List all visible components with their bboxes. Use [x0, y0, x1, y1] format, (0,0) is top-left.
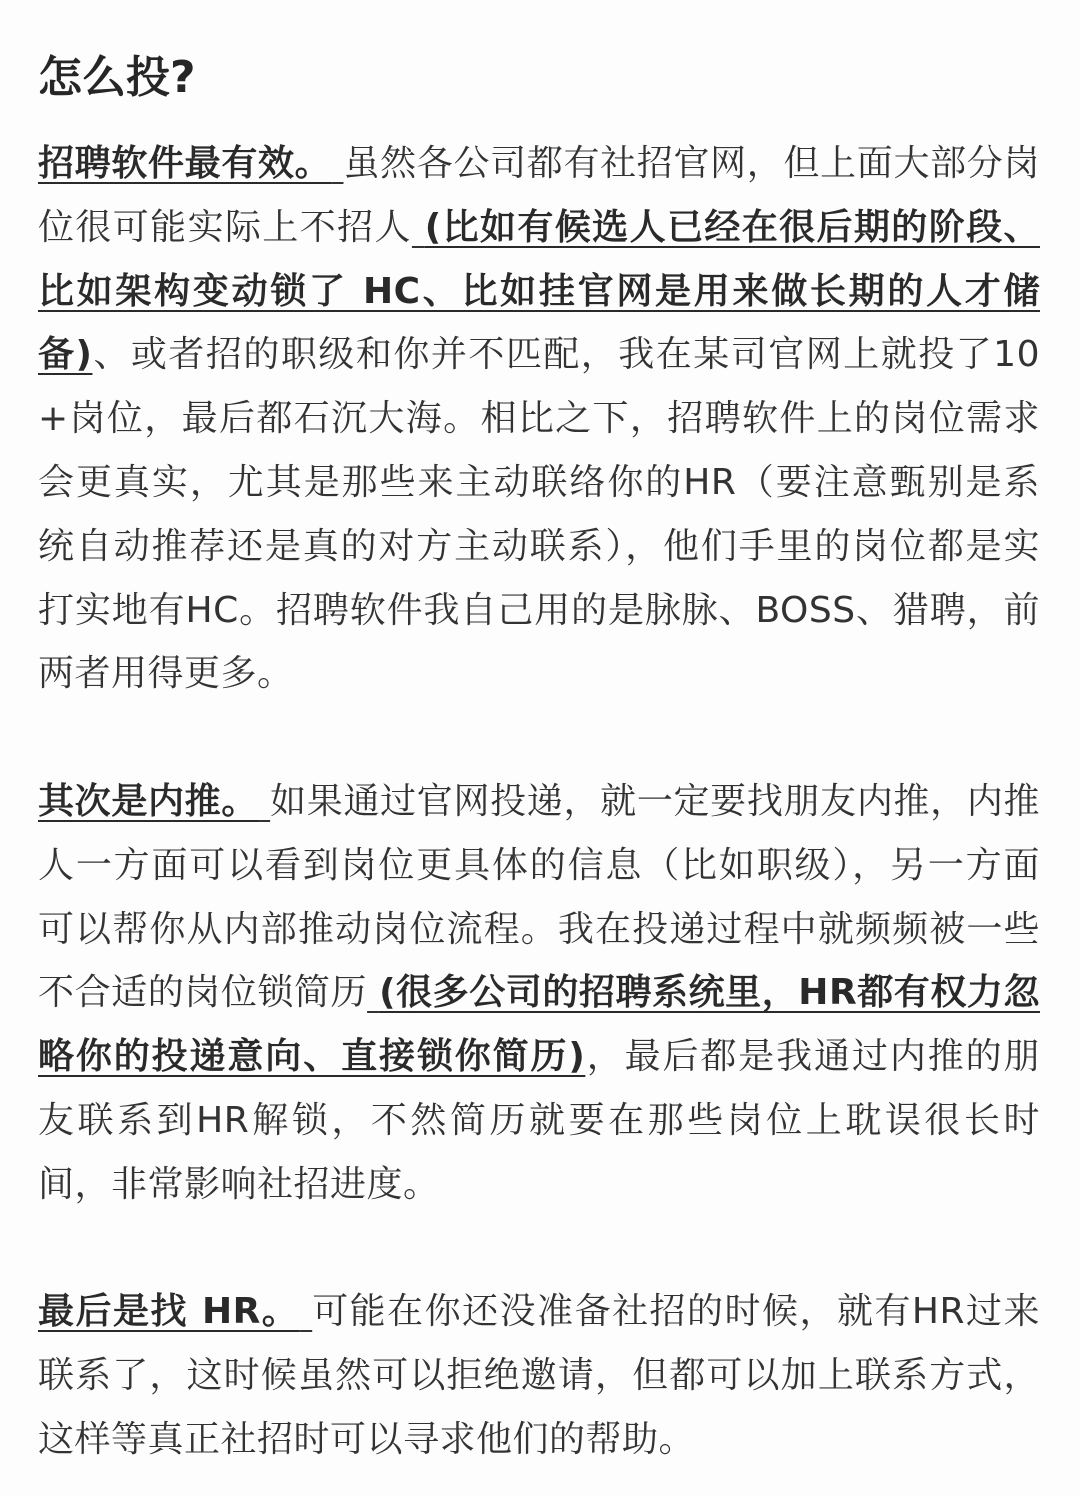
- body-text: ，最后都是我通过内推的朋友联系到HR解锁，不然简历就要在那些岗位上耽误很长时间，非常影响社招进度。: [38, 1036, 1040, 1205]
- emphasis-text: (比如有候选人已经在很后期的阶段、比如架构变动锁了 HC、比如挂官网是用来做长期的人才储备): [38, 206, 1040, 376]
- lead-phrase: 其次是内推。: [38, 780, 259, 822]
- underline-gap: [299, 1291, 312, 1332]
- lead-phrase: 最后是找 HR。: [38, 1291, 300, 1333]
- paragraph-referral: [38, 770, 1040, 1217]
- body-text: 虽然各公司都有社招官网，但上面大部分岗位很可能实际上不招人: [38, 143, 1040, 248]
- page-title: 怎么投?: [38, 52, 196, 103]
- underline-gap: [412, 207, 425, 248]
- underline-gap: [331, 143, 343, 184]
- underline-gap: [367, 972, 379, 1013]
- paragraph-recruiting-apps: [38, 132, 1040, 706]
- paragraph-contact-hr: [38, 1280, 1040, 1471]
- body-text: 、或者招的职级和你并不匹配，我在某司官网上就投了10+岗位，最后都石沉大海。相比之下，招聘软件上的岗位需求会更真实，尤其是那些来主动联络你的HR（要注意甄别是系统自动推荐还是真的对方主动联系），他们手里的岗位都是实打实地有HC。招聘软件我自己用的是脉脉、BOSS、猎聘，前两者用得更多。: [38, 334, 1040, 695]
- body-text: 如果通过官网投递，就一定要找朋友内推，内推人一方面可以看到岗位更具体的信息（比如职级），另一方面可以帮你从内部推动岗位流程。我在投递过程中就频频被一些不合适的岗位锁简历: [38, 780, 1040, 1014]
- body-text: 可能在你还没准备社招的时候，就有HR过来联系了，这时候虽然可以拒绝邀请，但都可以加上联系方式，这样等真正社招时可以寻求他们的帮助。: [38, 1291, 1040, 1460]
- emphasis-text: (很多公司的招聘系统里，HR都有权力忽略你的投递意向、直接锁你简历): [38, 972, 1040, 1078]
- lead-phrase: 招聘软件最有效。: [38, 143, 332, 184]
- underline-gap: [258, 781, 270, 822]
